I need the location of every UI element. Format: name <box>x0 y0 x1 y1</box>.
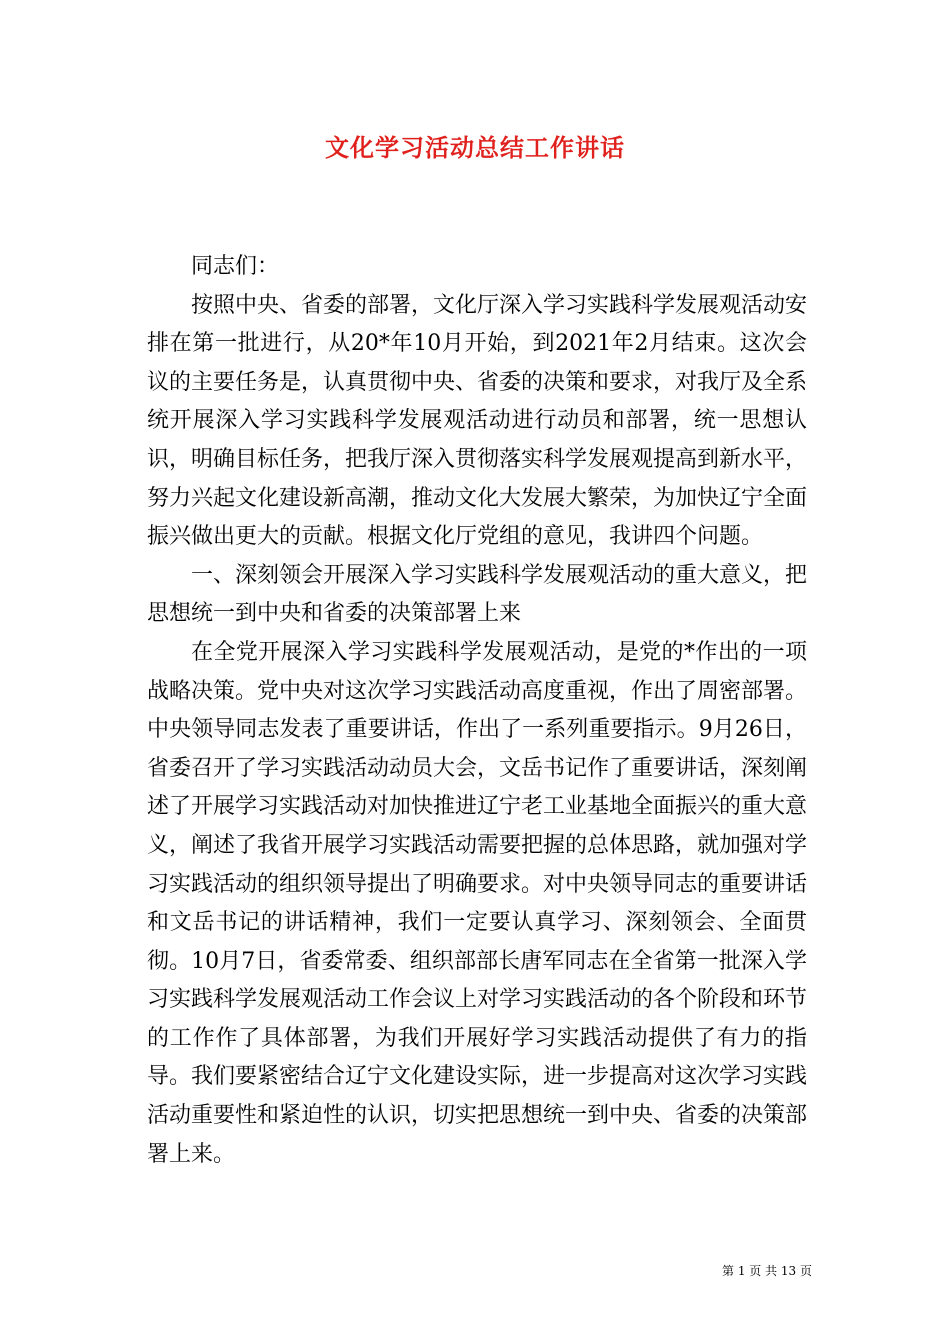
salutation: 同志们： <box>191 254 280 279</box>
paragraph-intro: 按照中央、省委的部署，文化厅深入学习实践科学发展观活动安排在第一批进行，从20*年10月开始，到2021年2月结束。这次会议的主要任务是，认真贯彻中央、省委的决策和要求，对我厅及全系统开展深入学习实践科学发展观活动进行动员和部署，统一思想认识，明确目标任务，把我厅深入贯彻落实科学发展观提高到新水平，努力兴起文化建设新高潮，推动文化大发展大繁荣，为加快辽宁全面振兴做出更大的贡献。根据文化厅党组的意见，我讲四个问题。 <box>147 292 808 550</box>
document-title: 文化学习活动总结工作讲话 <box>325 133 625 162</box>
page-number-footer: 第 1 页 共 13 页 <box>722 1264 812 1278</box>
section-heading-1: 一、深刻领会开展深入学习实践科学发展观活动的重大意义，把思想统一到中央和省委的决策部署上来 <box>147 562 808 627</box>
document-body <box>147 248 807 1174</box>
paragraph-section-1: 在全党开展深入学习实践科学发展观活动，是党的*作出的一项战略决策。党中央对这次学习实践活动高度重视，作出了周密部署。中央领导同志发表了重要讲话，作出了一系列重要指示。9月26日，省委召开了学习实践活动动员大会，文岳书记作了重要讲话，深刻阐述了开展学习实践活动对加快推进辽宁老工业基地全面振兴的重大意义，阐述了我省开展学习实践活动需要把握的总体思路，就加强对学习实践活动的组织领导提出了明确要求。对中央领导同志的重要讲话和文岳书记的讲话精神，我们一定要认真学习、深刻领会、全面贯彻。10月7日，省委常委、组织部部长唐军同志在全省第一批深入学习实践科学发展观活动工作会议上对学习实践活动的各个阶段和环节的工作作了具体部署，为我们开展好学习实践活动提供了有力的指导。我们要紧密结合辽宁文化建设实际，进一步提高对这次学习实践活动重要性和紧迫性的认识，切实把思想统一到中央、省委的决策部署上来。 <box>147 639 808 1167</box>
